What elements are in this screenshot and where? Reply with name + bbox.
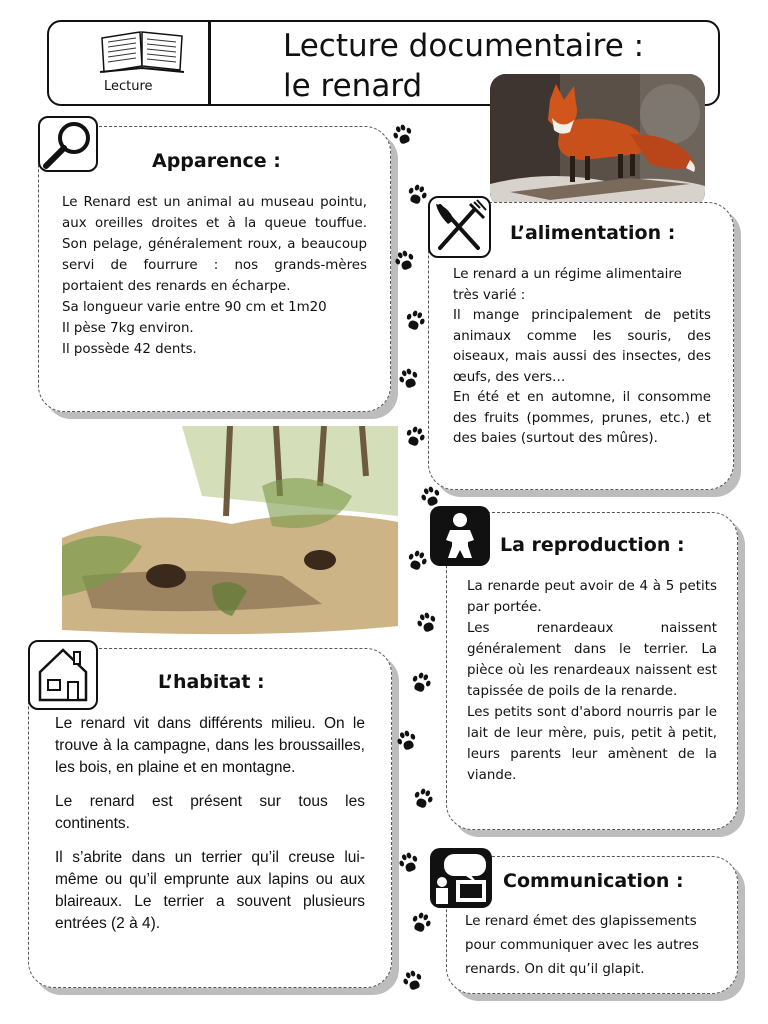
paw-trail-icon (396, 730, 418, 752)
fox-burrow-illustration (62, 426, 398, 638)
reproduction-p2: Les renardeaux naissent généralement dans le terrier. La pièce où les renardeaux naissent est tapissée de poils de la renarde. (467, 621, 717, 699)
paw-trail-icon (420, 486, 442, 508)
magnifier-icon (40, 118, 96, 170)
house-icon-frame (28, 640, 98, 710)
communication-title: Communication : (503, 870, 684, 892)
paw-trail-icon (404, 426, 426, 448)
fox-photo (490, 74, 705, 208)
habitat-p3: Il s’abrite dans un terrier qu’il creuse lui-même ou qu’il emprunte aux lapins ou aux blaireaux. Le terrier a souvent plusieurs entrées (2 à 4). (55, 849, 365, 932)
habitat-p1: Le renard vit dans différents milieu. On le trouve à la campagne, dans les broussailles, les bois, en plaine et en montagne. (55, 715, 365, 776)
alimentation-p3: En été et en automne, il consomme des fruits (pommes, prunes, etc.) et des baies (surtout des mûres). (453, 390, 711, 446)
habitat-p2: Le renard est présent sur tous les continents. (55, 793, 365, 832)
habitat-text-block (55, 713, 365, 935)
paw-trail-icon (404, 310, 426, 332)
alimentation-p1: Le renard a un régime alimentaire très varié : (453, 267, 682, 303)
header-divider (208, 20, 211, 106)
reproduction-p1: La renarde peut avoir de 4 à 5 petits par portée. (467, 579, 717, 615)
paw-trail-icon (392, 124, 414, 146)
apparence-text-block (62, 192, 367, 360)
communication-text: Le renard émet des glapissements pour communiquer avec les autres renards. On dit qu’il glapit. (465, 914, 699, 977)
apparence-teeth: Il possède 42 dents. (62, 342, 197, 357)
open-book-icon (96, 26, 188, 76)
paw-trail-icon (394, 250, 416, 272)
apparence-title: Apparence : (152, 150, 281, 172)
alimentation-title: L’alimentation : (510, 222, 676, 244)
apparence-length: Sa longueur varie entre 90 cm et 1m20 (62, 300, 327, 315)
magnifier-icon-frame (38, 116, 98, 172)
alimentation-text-block (453, 265, 711, 450)
paw-trail-icon (406, 550, 428, 572)
apparence-weight: Il pèse 7kg environ. (62, 321, 194, 336)
cutlery-icon-frame (428, 196, 491, 258)
speech-icon-frame (430, 848, 492, 908)
paw-trail-icon (410, 672, 432, 694)
reproduction-title: La reproduction : (500, 534, 685, 556)
baby-icon-frame (430, 506, 490, 566)
paw-trail-icon (398, 852, 420, 874)
reproduction-text-block (467, 576, 717, 786)
title-line-1: Lecture documentaire : (283, 28, 645, 64)
paw-trail-icon (410, 912, 432, 934)
paw-trail-icon (398, 368, 420, 390)
habitat-title: L’habitat : (158, 671, 265, 693)
baby-icon (430, 506, 490, 566)
paw-trail-icon (412, 788, 434, 810)
alimentation-p2: Il mange principalement de petits animaux comme les souris, des oiseaux, mais aussi des insectes, des œufs, des vers… (453, 308, 711, 385)
apparence-text: Le Renard est un animal au museau pointu, aux oreilles droites et à la queue touffue. Son pelage, généralement roux, a beaucoup servi de fourrure : nos grands-mères portaient des renards en écharpe. (62, 195, 367, 294)
reproduction-p3: Les petits sont d'abord nourris par le lait de leur mère, puis, petit à petit, leurs parents leur amènent de la viande. (467, 705, 717, 783)
house-icon (30, 642, 96, 708)
lecture-label: Lecture (104, 79, 153, 94)
paw-trail-icon (402, 970, 424, 992)
speech-bubble-icon (430, 848, 492, 908)
title-line-2: le renard (283, 68, 423, 104)
cutlery-icon (430, 198, 489, 256)
paw-trail-icon (416, 612, 438, 634)
paw-trail-icon (406, 184, 428, 206)
